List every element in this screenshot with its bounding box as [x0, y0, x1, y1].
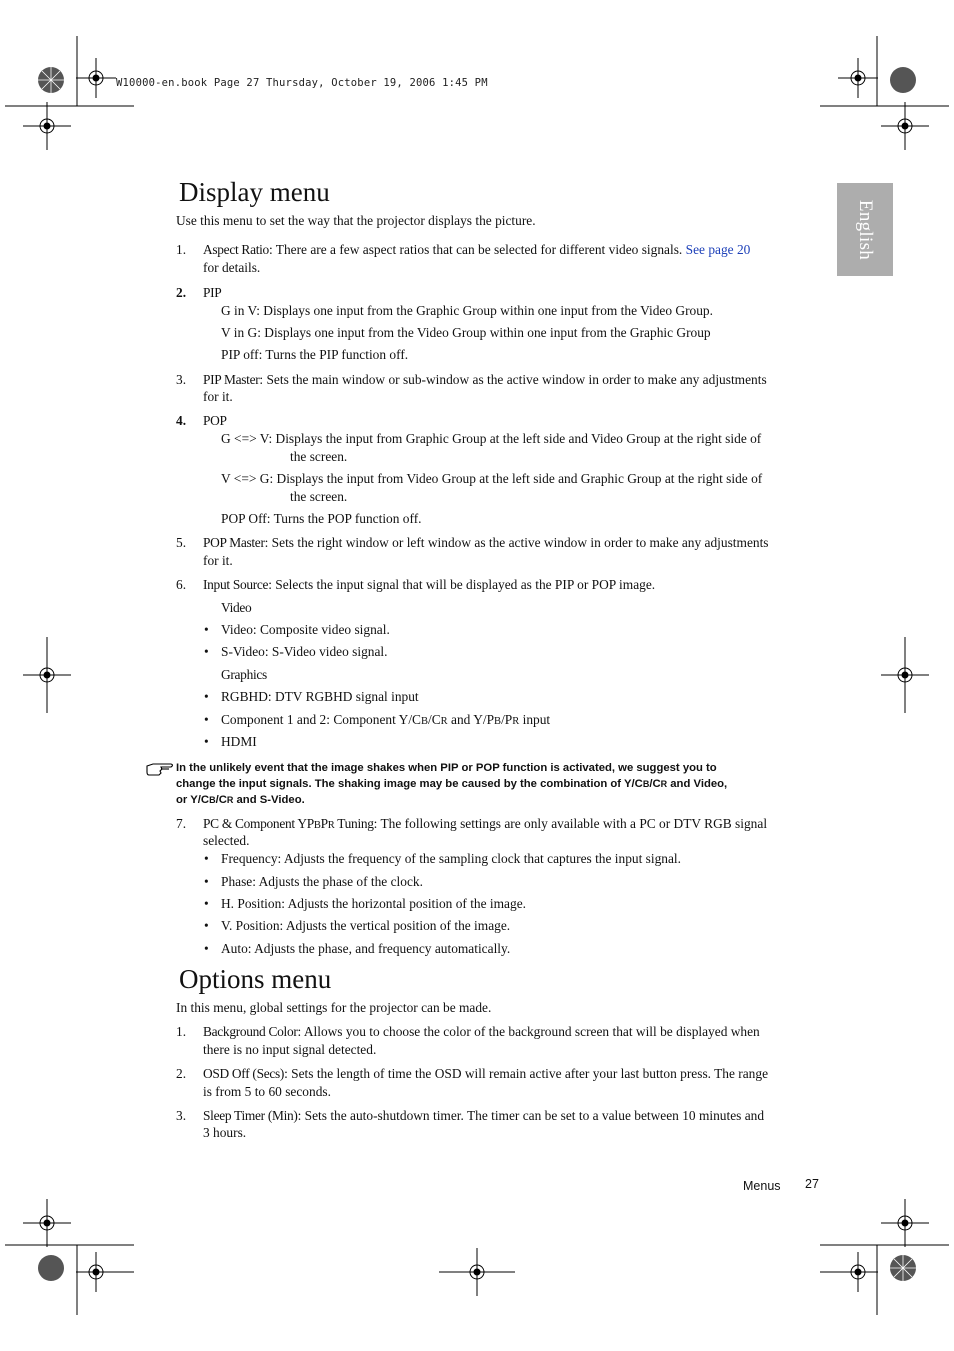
- osd-off-text: : Sets the length of time the OSD will remain active after your last button press. The range: [284, 1066, 769, 1081]
- sub-b: B: [420, 716, 428, 727]
- term-part: PC & Component YP: [203, 816, 314, 831]
- osd-off-term: OSD Off (Secs): [203, 1066, 285, 1081]
- background-color-text: : Allows you to choose the color of the background screen that will be displayed when: [297, 1024, 760, 1039]
- note-hand-icon: [145, 760, 175, 778]
- v-position-item: V. Position: Adjusts the vertical position of the image.: [221, 918, 511, 933]
- pop-master-term: POP Master: [203, 535, 265, 550]
- item-number: 1.: [176, 1024, 187, 1039]
- item-number: 4.: [176, 413, 187, 428]
- language-side-tab: [837, 183, 893, 276]
- component-item: [221, 711, 550, 730]
- page-number: 27: [805, 1177, 819, 1191]
- item-number: 2.: [176, 1066, 187, 1081]
- sleep-timer-text: : Sets the auto-shutdown timer. The timer can be set to a value between 10 minutes and: [297, 1108, 765, 1123]
- input-source-text: : Selects the input signal that will be displayed as the PIP or POP image.: [268, 577, 656, 592]
- options-menu-intro: In this menu, global settings for the projector can be made.: [176, 1000, 492, 1015]
- aspect-ratio-term: Aspect Ratio: [203, 242, 269, 257]
- pip-v-in-g: V in G: Displays one input from the Video Group within one input from the Graphic Group: [221, 325, 711, 340]
- background-color-term: Background Color: [203, 1024, 298, 1039]
- auto-item: Auto: Adjusts the phase, and frequency automatically.: [221, 941, 511, 956]
- sub-b: B: [313, 820, 321, 831]
- note-line-3: [176, 792, 816, 808]
- slash-c: /C: [428, 712, 441, 727]
- term-part: Tuning: [334, 816, 374, 831]
- pop-off: POP Off: Turns the POP function off.: [221, 511, 422, 526]
- pop-term: POP: [203, 413, 227, 428]
- bullet: •: [204, 712, 209, 727]
- frequency-item: Frequency: Adjusts the frequency of the sampling clock that captures the input signal.: [221, 851, 682, 866]
- aspect-ratio-item: [203, 241, 750, 258]
- pop-master-text-cont: for it.: [203, 553, 233, 568]
- note-text-part: and Video,: [667, 778, 728, 790]
- h-position-item: H. Position: Adjusts the horizontal position of the image.: [221, 896, 526, 911]
- options-menu-title: Options menu: [179, 964, 332, 994]
- pip-g-in-v: G in V: Displays one input from the Graphic Group within one input from the Video Group.: [221, 303, 713, 318]
- video-group-label: Video: [221, 600, 252, 615]
- rgbhd-item: RGBHD: DTV RGBHD signal input: [221, 689, 419, 704]
- note-line-2: [176, 776, 816, 792]
- hdmi-item: HDMI: [221, 734, 257, 749]
- item-number: 3.: [176, 1108, 187, 1123]
- graphics-group-label: Graphics: [221, 667, 267, 682]
- and-yp: and Y/P: [447, 712, 495, 727]
- display-menu-intro: Use this menu to set the way that the projector displays the picture.: [176, 213, 536, 228]
- pc-component-text: : The following settings are only available with a PC or DTV RGB signal: [373, 816, 768, 831]
- note-line-1: In the unlikely event that the image shakes when PIP or POP function is activated, we suggest you to: [176, 762, 717, 774]
- note-text: [176, 760, 816, 808]
- pip-master-item: [203, 371, 767, 388]
- bullet: •: [204, 689, 209, 704]
- display-menu-title: Display menu: [179, 177, 330, 207]
- item-number: 1.: [176, 242, 187, 257]
- footer-section: Menus: [743, 1179, 781, 1193]
- pop-master-text: : Sets the right window or left window as the active window in order to make any adjustments: [264, 535, 769, 550]
- sub-b: B: [642, 779, 650, 789]
- sleep-timer-term: Sleep Timer (Min): [203, 1108, 298, 1123]
- s-video-item: S-Video: S-Video video signal.: [221, 644, 388, 659]
- input-word: input: [519, 712, 551, 727]
- pip-master-term: PIP Master: [203, 372, 260, 387]
- sub-b: B: [209, 795, 216, 805]
- pop-g-v: G <=> V: Displays the input from Graphic Group at the left side and Video Group at the right side of: [221, 431, 762, 446]
- term-p: P: [320, 816, 328, 831]
- pc-component-text-cont: selected.: [203, 833, 250, 848]
- sub-r: R: [660, 779, 668, 789]
- bullet: •: [204, 851, 209, 866]
- item-number: 2.: [176, 285, 187, 300]
- background-color-text-cont: there is no input signal detected.: [203, 1042, 377, 1057]
- pop-v-g-cont: the screen.: [290, 489, 348, 504]
- language-tab-label: English: [855, 199, 876, 260]
- item-number: 3.: [176, 372, 187, 387]
- pip-master-text: : Sets the main window or sub-window as the active window in order to make any adjustments: [259, 372, 767, 387]
- pip-term: PIP: [203, 285, 222, 300]
- slash-p: /P: [501, 712, 513, 727]
- sleep-timer-text-cont: 3 hours.: [203, 1125, 247, 1140]
- pip-off: PIP off: Turns the PIP function off.: [221, 347, 409, 362]
- item-number: 6.: [176, 577, 187, 592]
- phase-item: Phase: Adjusts the phase of the clock.: [221, 874, 423, 889]
- bullet: •: [204, 941, 209, 956]
- item-number: 7.: [176, 816, 187, 831]
- aspect-ratio-text-cont: for details.: [203, 260, 261, 275]
- pop-v-g: V <=> G: Displays the input from Video Group at the left side and Graphic Group at the right side of: [221, 471, 763, 486]
- sub-r: R: [440, 716, 448, 727]
- sub-r: R: [226, 795, 234, 805]
- pc-component-term: [203, 816, 374, 831]
- note-text-part: and S-Video.: [233, 794, 305, 806]
- bullet: •: [204, 644, 209, 659]
- pop-g-v-cont: the screen.: [290, 449, 348, 464]
- input-source-item: [203, 576, 655, 593]
- sleep-timer-item: [203, 1107, 764, 1124]
- bullet: •: [204, 874, 209, 889]
- sub-r: R: [327, 820, 335, 831]
- video-item: Video: Composite video signal.: [221, 622, 390, 637]
- note-text-part: or Y/C: [176, 794, 210, 806]
- bullet: •: [204, 734, 209, 749]
- input-source-term: Input Source: [203, 577, 269, 592]
- aspect-ratio-text: : There are a few aspect ratios that can be selected for different video signals.: [268, 242, 683, 257]
- slash-c: /C: [649, 778, 661, 790]
- item-number: 5.: [176, 535, 187, 550]
- sub-r: R: [512, 716, 520, 727]
- pop-master-item: [203, 534, 769, 551]
- osd-off-text-cont: is from 5 to 60 seconds.: [203, 1084, 331, 1099]
- pc-component-item: [203, 815, 767, 834]
- bullet: •: [204, 918, 209, 933]
- background-color-item: [203, 1023, 760, 1040]
- bullet: •: [204, 896, 209, 911]
- component-text: Component 1 and 2: Component Y/C: [221, 712, 421, 727]
- sub-b: B: [494, 716, 502, 727]
- osd-off-item: [203, 1065, 768, 1082]
- slash-c: /C: [215, 794, 227, 806]
- see-page-20-link[interactable]: See page 20: [685, 242, 751, 257]
- note-text-part: change the input signals. The shaking image may be caused by the combination of Y/C: [176, 778, 643, 790]
- bullet: •: [204, 622, 209, 637]
- book-header-line: W10000-en.book Page 27 Thursday, October 19, 2006 1:45 PM: [116, 77, 488, 89]
- pip-master-text-cont: for it.: [203, 389, 233, 404]
